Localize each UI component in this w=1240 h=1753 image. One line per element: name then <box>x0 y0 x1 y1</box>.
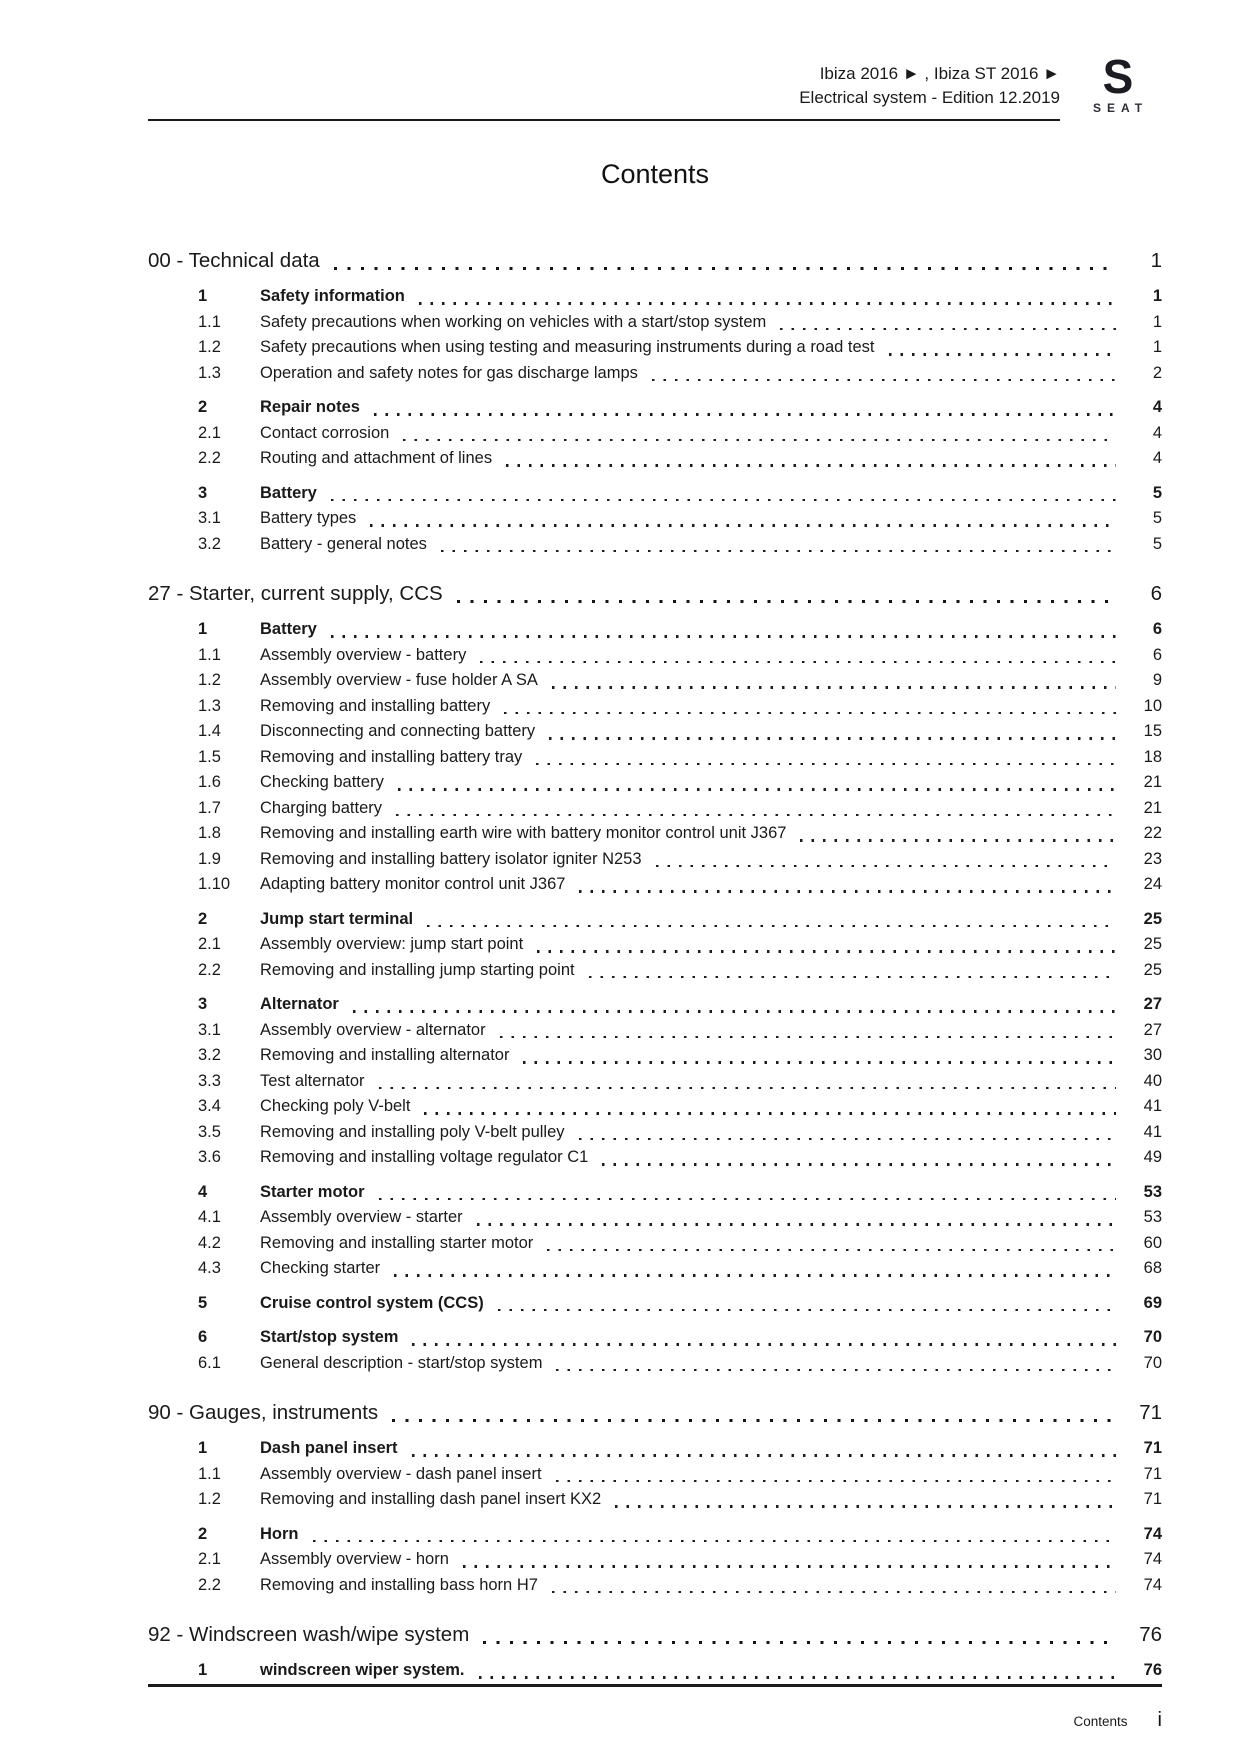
toc-entry[interactable] <box>148 446 1162 472</box>
entry-page-number: 10 <box>1143 696 1162 715</box>
entry-label: Removing and installing dash panel insert KX2 <box>260 1490 602 1509</box>
entry-label: Checking battery <box>260 773 384 792</box>
toc-chapter-entry[interactable] <box>148 1399 1162 1427</box>
dot-leader <box>537 950 1116 953</box>
dot-leader <box>412 1454 1116 1457</box>
entry-page-number: 25 <box>1143 960 1162 979</box>
entry-page-number: 49 <box>1143 1148 1162 1167</box>
entry-number: 3.1 <box>198 1020 221 1039</box>
toc-chapter-entry[interactable] <box>148 1621 1162 1649</box>
entry-page-number: 41 <box>1143 1122 1162 1141</box>
entry-number: 3.6 <box>198 1148 221 1167</box>
entry-number: 1.2 <box>198 671 221 690</box>
toc-entry[interactable] <box>148 1094 1162 1120</box>
entry-number: 6.1 <box>198 1353 221 1372</box>
entry-page-number: 21 <box>1143 773 1162 792</box>
entry-number: 3.2 <box>198 1046 221 1065</box>
toc-entry[interactable] <box>148 1043 1162 1069</box>
entry-label: Battery types <box>260 509 357 528</box>
dot-leader <box>353 1010 1116 1013</box>
entry-number: 1 <box>198 287 208 306</box>
entry-page-number: 4 <box>1152 423 1162 442</box>
entry-label: Safety precautions when using testing and measuring instruments during a road test <box>260 338 875 357</box>
dot-leader <box>398 788 1116 791</box>
entry-number: 1.4 <box>198 722 221 741</box>
entry-label: Battery <box>260 620 317 639</box>
chapter-label: 90 - Gauges, instruments <box>148 1401 379 1425</box>
entry-number: 2 <box>198 909 208 928</box>
dot-leader <box>556 1480 1116 1483</box>
entry-page-number: 27 <box>1143 995 1162 1014</box>
chapter-label: 27 - Starter, current supply, CCS <box>148 582 443 606</box>
entry-page-number: 30 <box>1143 1046 1162 1065</box>
toc-entry[interactable] <box>148 395 1162 421</box>
entry-number: 1.2 <box>198 1490 221 1509</box>
entry-label: Removing and installing alternator <box>260 1046 510 1065</box>
entry-label: Assembly overview - horn <box>260 1550 449 1569</box>
dot-leader <box>334 267 1116 270</box>
dot-leader <box>552 1591 1116 1594</box>
entry-page-number: 23 <box>1143 849 1162 868</box>
dot-leader <box>556 1369 1116 1372</box>
entry-page-number: 6 <box>1152 620 1162 639</box>
toc-entry[interactable] <box>148 532 1162 558</box>
entry-page-number: 71 <box>1143 1490 1162 1509</box>
entry-label: Removing and installing jump starting point <box>260 960 575 979</box>
entry-number: 1.2 <box>198 338 221 357</box>
toc-entry[interactable] <box>148 1145 1162 1171</box>
dot-leader <box>652 379 1116 382</box>
dot-leader <box>424 1112 1116 1115</box>
entry-page-number: 5 <box>1152 483 1162 502</box>
entry-label: Safety precautions when working on vehicles with a start/stop system <box>260 312 767 331</box>
entry-label: Jump start terminal <box>260 909 414 928</box>
toc-entry[interactable] <box>148 335 1162 361</box>
seat-logo-wordmark: SEAT <box>1092 101 1149 116</box>
entry-label: Repair notes <box>260 398 360 417</box>
toc-entry[interactable] <box>148 872 1162 898</box>
entry-label: Alternator <box>260 995 339 1014</box>
dot-leader <box>374 413 1116 416</box>
entry-label: Contact corrosion <box>260 423 390 442</box>
dot-leader <box>800 839 1116 842</box>
entry-number: 2 <box>198 398 208 417</box>
entry-page-number: 74 <box>1143 1575 1162 1594</box>
entry-number: 1.8 <box>198 824 221 843</box>
toc-entry[interactable] <box>148 1291 1162 1317</box>
chapter-label: 00 - Technical data <box>148 249 320 273</box>
dot-leader <box>579 1138 1116 1141</box>
entry-number: 1.7 <box>198 798 221 817</box>
entry-label: Charging battery <box>260 798 382 817</box>
dot-leader <box>656 865 1116 868</box>
dot-leader <box>552 686 1116 689</box>
seat-logo-s-icon: S <box>1102 48 1134 104</box>
toc-entry[interactable] <box>148 617 1162 643</box>
entry-page-number: 6 <box>1152 645 1162 664</box>
dot-leader <box>615 1505 1116 1508</box>
entry-number: 1.1 <box>198 645 221 664</box>
entry-label: Removing and installing voltage regulator C1 <box>260 1148 589 1167</box>
entry-label: Disconnecting and connecting battery <box>260 722 536 741</box>
toc-chapter-entry[interactable] <box>148 580 1162 608</box>
dot-leader <box>403 439 1116 442</box>
toc-entry[interactable] <box>148 1351 1162 1377</box>
entry-label: windscreen wiper system. <box>260 1661 465 1680</box>
entry-page-number: 25 <box>1143 935 1162 954</box>
toc-chapter-entry[interactable] <box>148 247 1162 275</box>
dot-leader <box>579 890 1116 893</box>
entry-page-number: 2 <box>1152 363 1162 382</box>
toc-entry[interactable] <box>148 1120 1162 1146</box>
footer-section-label: Contents <box>1073 1713 1128 1729</box>
entry-number: 3.1 <box>198 509 221 528</box>
page-header <box>148 48 1162 121</box>
dot-leader <box>589 976 1116 979</box>
dot-leader <box>504 712 1116 715</box>
entry-label: Cruise control system (CCS) <box>260 1293 484 1312</box>
toc-entry[interactable] <box>148 1573 1162 1599</box>
entry-label: Dash panel insert <box>260 1439 398 1458</box>
entry-page-number: 69 <box>1143 1293 1162 1312</box>
entry-page-number: 24 <box>1143 875 1162 894</box>
toc-entry[interactable] <box>148 1180 1162 1206</box>
entry-page-number: 25 <box>1143 909 1162 928</box>
toc-entry[interactable] <box>148 796 1162 822</box>
toc-entry[interactable] <box>148 992 1162 1018</box>
toc-entry[interactable] <box>148 821 1162 847</box>
toc-entry[interactable] <box>148 745 1162 771</box>
entry-label: Starter motor <box>260 1182 365 1201</box>
header-line-edition: Electrical system - Edition 12.2019 <box>799 88 1060 108</box>
entry-number: 1.10 <box>198 875 231 894</box>
dot-leader <box>780 328 1116 331</box>
toc-entry[interactable] <box>148 719 1162 745</box>
toc-entry[interactable] <box>148 481 1162 507</box>
chapter-page-number: 1 <box>1150 249 1162 273</box>
dot-leader <box>441 550 1116 553</box>
entry-number: 3.2 <box>198 534 221 553</box>
entry-number: 1 <box>198 620 208 639</box>
entry-page-number: 53 <box>1143 1208 1162 1227</box>
toc-entry[interactable] <box>148 1325 1162 1351</box>
dot-leader <box>394 1274 1116 1277</box>
header-line-models: Ibiza 2016 ► , Ibiza ST 2016 ► <box>819 64 1060 83</box>
toc-entry[interactable] <box>148 421 1162 447</box>
entry-page-number: 18 <box>1143 747 1162 766</box>
entry-label: Assembly overview: jump start point <box>260 935 524 954</box>
entry-number: 3.5 <box>198 1122 221 1141</box>
toc-entry[interactable] <box>148 284 1162 310</box>
toc-entry[interactable] <box>148 643 1162 669</box>
entry-page-number: 1 <box>1152 338 1162 357</box>
toc-entry[interactable] <box>148 361 1162 387</box>
dot-leader <box>480 661 1116 664</box>
entry-number: 2.2 <box>198 960 221 979</box>
entry-page-number: 60 <box>1143 1233 1162 1252</box>
dot-leader <box>536 763 1116 766</box>
entry-label: Test alternator <box>260 1071 365 1090</box>
entry-number: 1.9 <box>198 849 221 868</box>
entry-label: Adapting battery monitor control unit J367 <box>260 875 566 894</box>
entry-page-number: 41 <box>1143 1097 1162 1116</box>
entry-label: Removing and installing battery <box>260 696 491 715</box>
entry-number: 3 <box>198 483 208 502</box>
dot-leader <box>313 1540 1117 1543</box>
entry-page-number: 21 <box>1143 798 1162 817</box>
entry-number: 1.3 <box>198 363 221 382</box>
entry-label: Operation and safety notes for gas discharge lamps <box>260 363 638 382</box>
entry-number: 1 <box>198 1661 208 1680</box>
entry-number: 1 <box>198 1439 208 1458</box>
entry-page-number: 4 <box>1152 449 1162 468</box>
entry-page-number: 15 <box>1143 722 1162 741</box>
entry-number: 4.2 <box>198 1233 221 1252</box>
toc-entry[interactable] <box>148 1018 1162 1044</box>
entry-page-number: 74 <box>1143 1550 1162 1569</box>
chapter-page-number: 76 <box>1139 1623 1162 1647</box>
dot-leader <box>479 1676 1116 1679</box>
entry-page-number: 5 <box>1152 534 1162 553</box>
entry-label: Battery <box>260 483 317 502</box>
entry-label: Removing and installing starter motor <box>260 1233 534 1252</box>
entry-label: Assembly overview - dash panel insert <box>260 1464 542 1483</box>
dot-leader <box>500 1036 1116 1039</box>
dot-leader <box>477 1223 1116 1226</box>
page-title: Contents <box>600 159 710 190</box>
dot-leader <box>463 1565 1116 1568</box>
entry-label: Removing and installing earth wire with battery monitor control unit J367 <box>260 824 787 843</box>
entry-label: Removing and installing battery tray <box>260 747 523 766</box>
entry-page-number: 22 <box>1143 824 1162 843</box>
toc-entry[interactable] <box>148 1462 1162 1488</box>
entry-page-number: 40 <box>1143 1071 1162 1090</box>
entry-number: 2.1 <box>198 935 221 954</box>
entry-number: 2.2 <box>198 1575 221 1594</box>
toc-entry[interactable] <box>148 310 1162 336</box>
toc-entry[interactable] <box>148 907 1162 933</box>
header-model-info <box>148 62 1060 121</box>
entry-number: 3.3 <box>198 1071 221 1090</box>
dot-leader <box>549 737 1116 740</box>
dot-leader <box>889 353 1116 356</box>
entry-page-number: 1 <box>1152 312 1162 331</box>
toc-entry[interactable] <box>148 668 1162 694</box>
entry-number: 2.2 <box>198 449 221 468</box>
entry-number: 3 <box>198 995 208 1014</box>
entry-number: 2.1 <box>198 423 221 442</box>
dot-leader <box>379 1198 1116 1201</box>
toc-entry[interactable] <box>148 847 1162 873</box>
entry-page-number: 68 <box>1143 1259 1162 1278</box>
toc-entry[interactable] <box>148 1658 1162 1684</box>
entry-page-number: 70 <box>1143 1328 1162 1347</box>
page-footer <box>148 1684 1162 1732</box>
entry-number: 1.1 <box>198 1464 221 1483</box>
entry-label: General description - start/stop system <box>260 1353 543 1372</box>
dot-leader <box>379 1087 1116 1090</box>
dot-leader <box>506 464 1116 467</box>
seat-logo <box>1074 48 1162 116</box>
entry-label: Safety information <box>260 287 405 306</box>
dot-leader <box>396 814 1116 817</box>
entry-label: Assembly overview - alternator <box>260 1020 486 1039</box>
dot-leader <box>392 1419 1116 1422</box>
dot-leader <box>370 524 1116 527</box>
toc-entry[interactable] <box>148 694 1162 720</box>
entry-number: 6 <box>198 1328 208 1347</box>
chapter-label: 92 - Windscreen wash/wipe system <box>148 1623 470 1647</box>
entry-label: Assembly overview - starter <box>260 1208 463 1227</box>
entry-page-number: 5 <box>1152 509 1162 528</box>
entry-number: 5 <box>198 1293 208 1312</box>
entry-number: 1.1 <box>198 312 221 331</box>
entry-page-number: 4 <box>1152 398 1162 417</box>
entry-number: 4.1 <box>198 1208 221 1227</box>
toc-entry[interactable] <box>148 1069 1162 1095</box>
entry-label: Removing and installing poly V-belt pulley <box>260 1122 565 1141</box>
toc <box>148 224 1162 1684</box>
entry-page-number: 1 <box>1152 287 1162 306</box>
entry-number: 2 <box>198 1524 208 1543</box>
dot-leader <box>427 925 1116 928</box>
toc-entry[interactable] <box>148 1205 1162 1231</box>
entry-label: Checking poly V-belt <box>260 1097 411 1116</box>
entry-label: Battery - general notes <box>260 534 427 553</box>
dot-leader <box>331 499 1116 502</box>
dot-leader <box>547 1249 1116 1252</box>
toc-entry[interactable] <box>148 1522 1162 1548</box>
entry-number: 1.3 <box>198 696 221 715</box>
dot-leader <box>419 302 1116 305</box>
toc-entry[interactable] <box>148 1436 1162 1462</box>
entry-label: Removing and installing battery isolator igniter N253 <box>260 849 642 868</box>
entry-label: Checking starter <box>260 1259 381 1278</box>
chapter-page-number: 71 <box>1139 1401 1162 1425</box>
dot-leader <box>498 1309 1116 1312</box>
entry-label: Assembly overview - battery <box>260 645 467 664</box>
dot-leader <box>457 600 1116 603</box>
entry-number: 1.5 <box>198 747 221 766</box>
chapter-page-number: 6 <box>1150 582 1162 606</box>
entry-label: Horn <box>260 1524 299 1543</box>
entry-page-number: 74 <box>1143 1524 1162 1543</box>
entry-label: Assembly overview - fuse holder A SA <box>260 671 538 690</box>
entry-page-number: 27 <box>1143 1020 1162 1039</box>
toc-entry[interactable] <box>148 1256 1162 1282</box>
dot-leader <box>331 635 1116 638</box>
entry-number: 4 <box>198 1182 208 1201</box>
entry-number: 4.3 <box>198 1259 221 1278</box>
toc-entry[interactable] <box>148 932 1162 958</box>
entry-number: 3.4 <box>198 1097 221 1116</box>
dot-leader <box>602 1163 1116 1166</box>
entry-page-number: 70 <box>1143 1353 1162 1372</box>
entry-page-number: 76 <box>1143 1661 1162 1680</box>
toc-entry[interactable] <box>148 770 1162 796</box>
toc-entry[interactable] <box>148 1231 1162 1257</box>
entry-page-number: 71 <box>1143 1439 1162 1458</box>
footer-page-number: i <box>1157 1708 1162 1731</box>
entry-number: 2.1 <box>198 1550 221 1569</box>
entry-page-number: 53 <box>1143 1182 1162 1201</box>
toc-entry[interactable] <box>148 1547 1162 1573</box>
entry-page-number: 71 <box>1143 1464 1162 1483</box>
dot-leader <box>483 1641 1116 1644</box>
entry-page-number: 9 <box>1152 671 1162 690</box>
toc-entry[interactable] <box>148 506 1162 532</box>
entry-label: Removing and installing bass horn H7 <box>260 1575 538 1594</box>
toc-entry[interactable] <box>148 958 1162 984</box>
toc-entry[interactable] <box>148 1487 1162 1513</box>
dot-leader <box>523 1061 1116 1064</box>
dot-leader <box>412 1343 1116 1346</box>
entry-number: 1.6 <box>198 773 221 792</box>
entry-label: Routing and attachment of lines <box>260 449 493 468</box>
entry-label: Start/stop system <box>260 1328 399 1347</box>
